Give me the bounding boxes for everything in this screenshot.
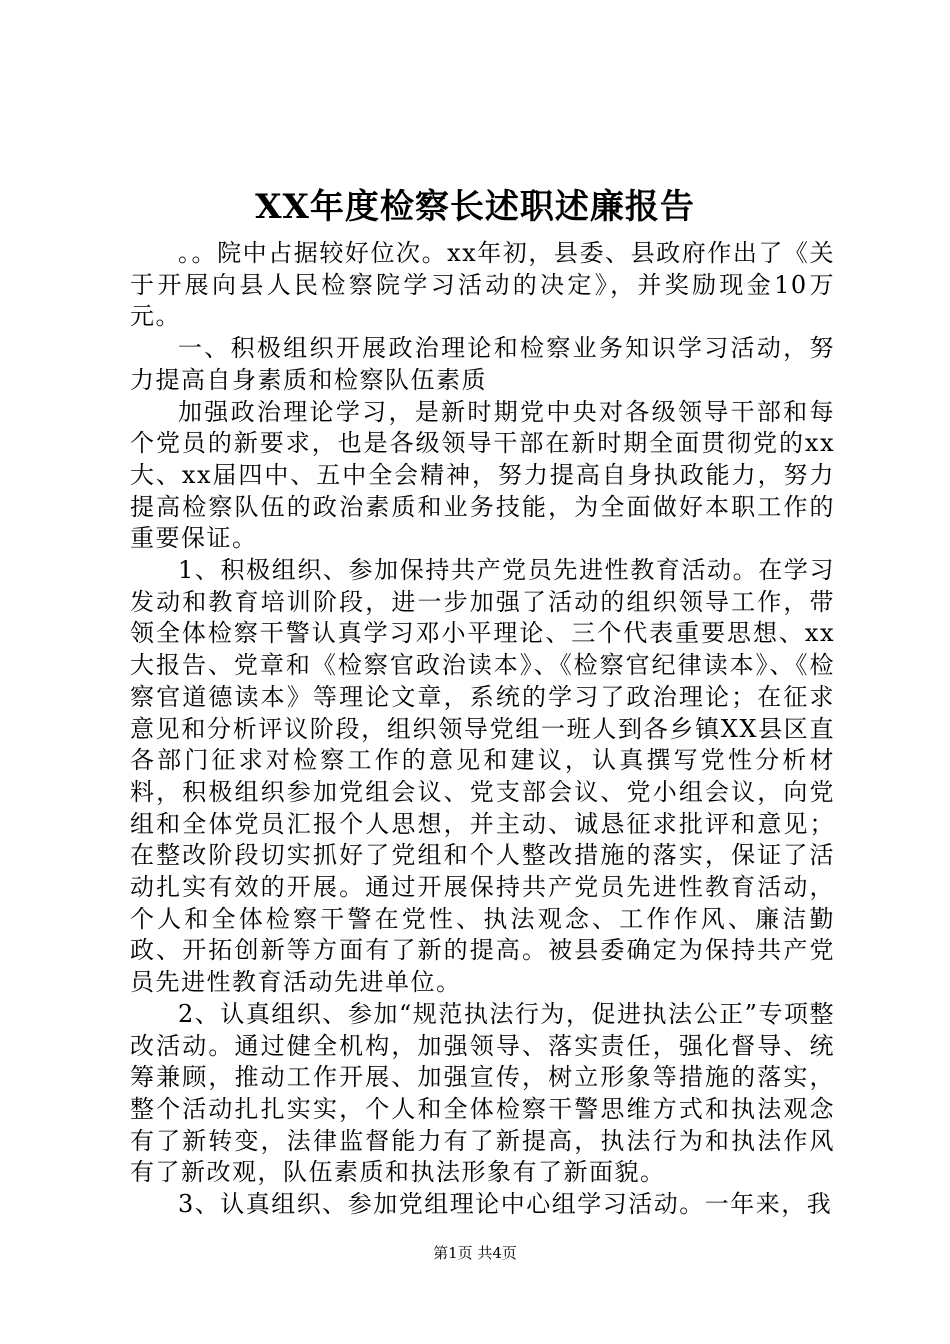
document-title: XX年度检察长述职述廉报告 bbox=[255, 187, 695, 227]
paragraph-item-3: 3、认真组织、参加党组理论中心组学习活动。一年来，我 bbox=[178, 1190, 833, 1219]
paragraph-item-2: 2、认真组织、参加“规范执法行为，促进执法公正”专项整改活动。通过健全机构，加强领导、落实责任，强化督导、统筹兼顾，推动工作开展、加强宣传，树立形象等措施的落实，整个活动扎扎实实，个人和全体检察干警思维方式和执法观念有了新转变，法律监督能力有了新提高，执法行为和执法作风有了新改观，队伍素质和执法形象有了新面貌。 bbox=[130, 999, 835, 1187]
paragraph-political-study: 加强政治理论学习，是新时期党中央对各级领导干部和每个党员的新要求，也是各级领导干部在新时期全面贯彻党的xx大、xx届四中、五中全会精神，努力提高自身执政能力，努力提高检察队伍的政治素质和业务技能，为全面做好本职工作的重要保证。 bbox=[130, 397, 835, 553]
paragraph-intro: 。。院中占据较好位次。xx年初，县委、县政府作出了《关于开展向县人民检察院学习活动的决定》，并奖励现金10万元。 bbox=[130, 239, 835, 331]
section-heading-1: 一、积极组织开展政治理论和检察业务知识学习活动，努力提高自身素质和检察队伍素质 bbox=[130, 334, 835, 394]
page-number-footer: 第1页 共4页 bbox=[433, 1244, 517, 1262]
paragraph-item-1: 1、积极组织、参加保持共产党员先进性教育活动。在学习发动和教育培训阶段，进一步加强了活动的组织领导工作，带领全体检察干警认真学习邓小平理论、三个代表重要思想、xx大报告、党章和《检察官政治读本》、《检察官纪律读本》、《检察官道德读本》等理论文章，系统的学习了政治理论；在征求意见和分析评议阶段，组织领导党组一班人到各乡镇XX县区直各部门征求对检察工作的意见和建议，认真撰写党性分析材料，积极组织参加党组会议、党支部会议、党小组会议，向党组和全体党员汇报个人思想，并主动、诚恳征求批评和意见；在整改阶段切实抓好了党组和个人整改措施的落实，保证了活动扎实有效的开展。通过开展保持共产党员先进性教育活动，个人和全体检察干警在党性、执法观念、工作作风、廉洁勤政、开拓创新等方面有了新的提高。被县委确定为保持共产党员先进性教育活动先进单位。 bbox=[130, 556, 835, 997]
document-body bbox=[130, 238, 835, 1221]
